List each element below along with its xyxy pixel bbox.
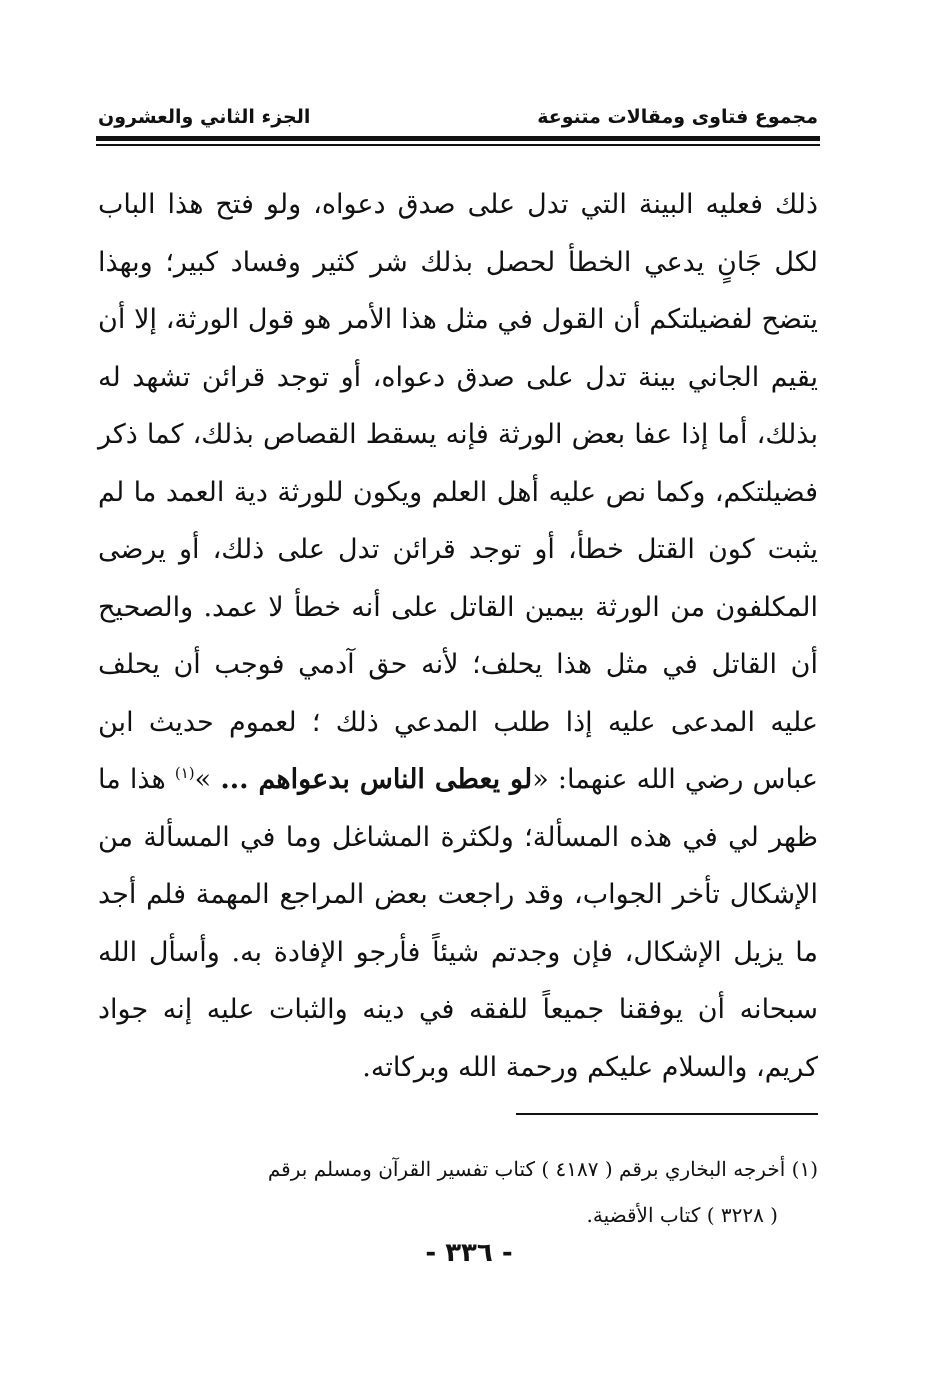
page-number: - ٣٣٦ - [425,1238,513,1268]
footnote-reference[interactable]: (١) [174,764,195,782]
footnote-line-2: ( ٣٢٢٨ ) كتاب الأقضية. [586,1203,778,1227]
body-paragraph [98,176,818,1096]
hadith-quote: لو يعطى الناس بدعواهم ... [220,764,533,795]
header-rule-thick [96,136,820,141]
body-text-before-quote: ذلك فعليه البينة التي تدل على صدق دعواه، ولو فتح هذا الباب لكل جَانٍ يدعي الخطأ لحصل بذلك شر كثير وفساد كبير؛ وبهذا يتضح لفضيلتكم أن القول في مثل هذا الأمر هو قول الورثة، إلا أن يقيم الجاني بينة تدل على صدق دعواه، أو توجد قرائن تشهد له بذلك، أما إذا عفا بعض الورثة فإنه يسقط القصاص بذلك، كما ذكر فضيلتكم، وكما نص عليه أهل العلم ويكون للورثة دية العمد ما لم يثبت كون القتل خطأ، أو توجد قرائن تدل على ذلك، أو يرضى المكلفون من الورثة بيمين القاتل على أنه خطأ لا عمد. والصحيح أن القاتل في مثل هذا يحلف؛ لأنه حق آدمي فوجب أن يحلف عليه المدعى عليه إذا طلب المدعي ذلك ؛ لعموم حديث ابن عباس رضي الله عنهما: « [98,189,818,795]
volume-label: الجزء الثاني والعشرون [98,106,311,128]
footnote [98,1146,818,1238]
footnote-separator [516,1113,818,1115]
header-rule-thin [96,144,820,146]
quote-close: » [194,764,221,795]
book-title: مجموع فتاوى ومقالات متنوعة [537,106,818,128]
body-text-after-quote: هذا ما ظهر لي في هذه المسألة؛ ولكثرة المشاغل وما في المسألة من الإشكال تأخر الجواب، وقد راجعت بعض المراجع المهمة فلم أجد ما يزيل الإشكال، فإن وجدتم شيئاً فأرجو الإفادة به. وأسأل الله سبحانه أن يوفقنا جميعاً للفقه في دينه والثبات عليه إنه جواد كريم، والسلام عليكم ورحمة الله وبركاته. [98,764,818,1083]
footnote-line-1: (١) أخرجه البخاري برقم ( ٤١٨٧ ) كتاب تفسير القرآن ومسلم برقم [267,1157,818,1181]
running-header [98,88,818,128]
